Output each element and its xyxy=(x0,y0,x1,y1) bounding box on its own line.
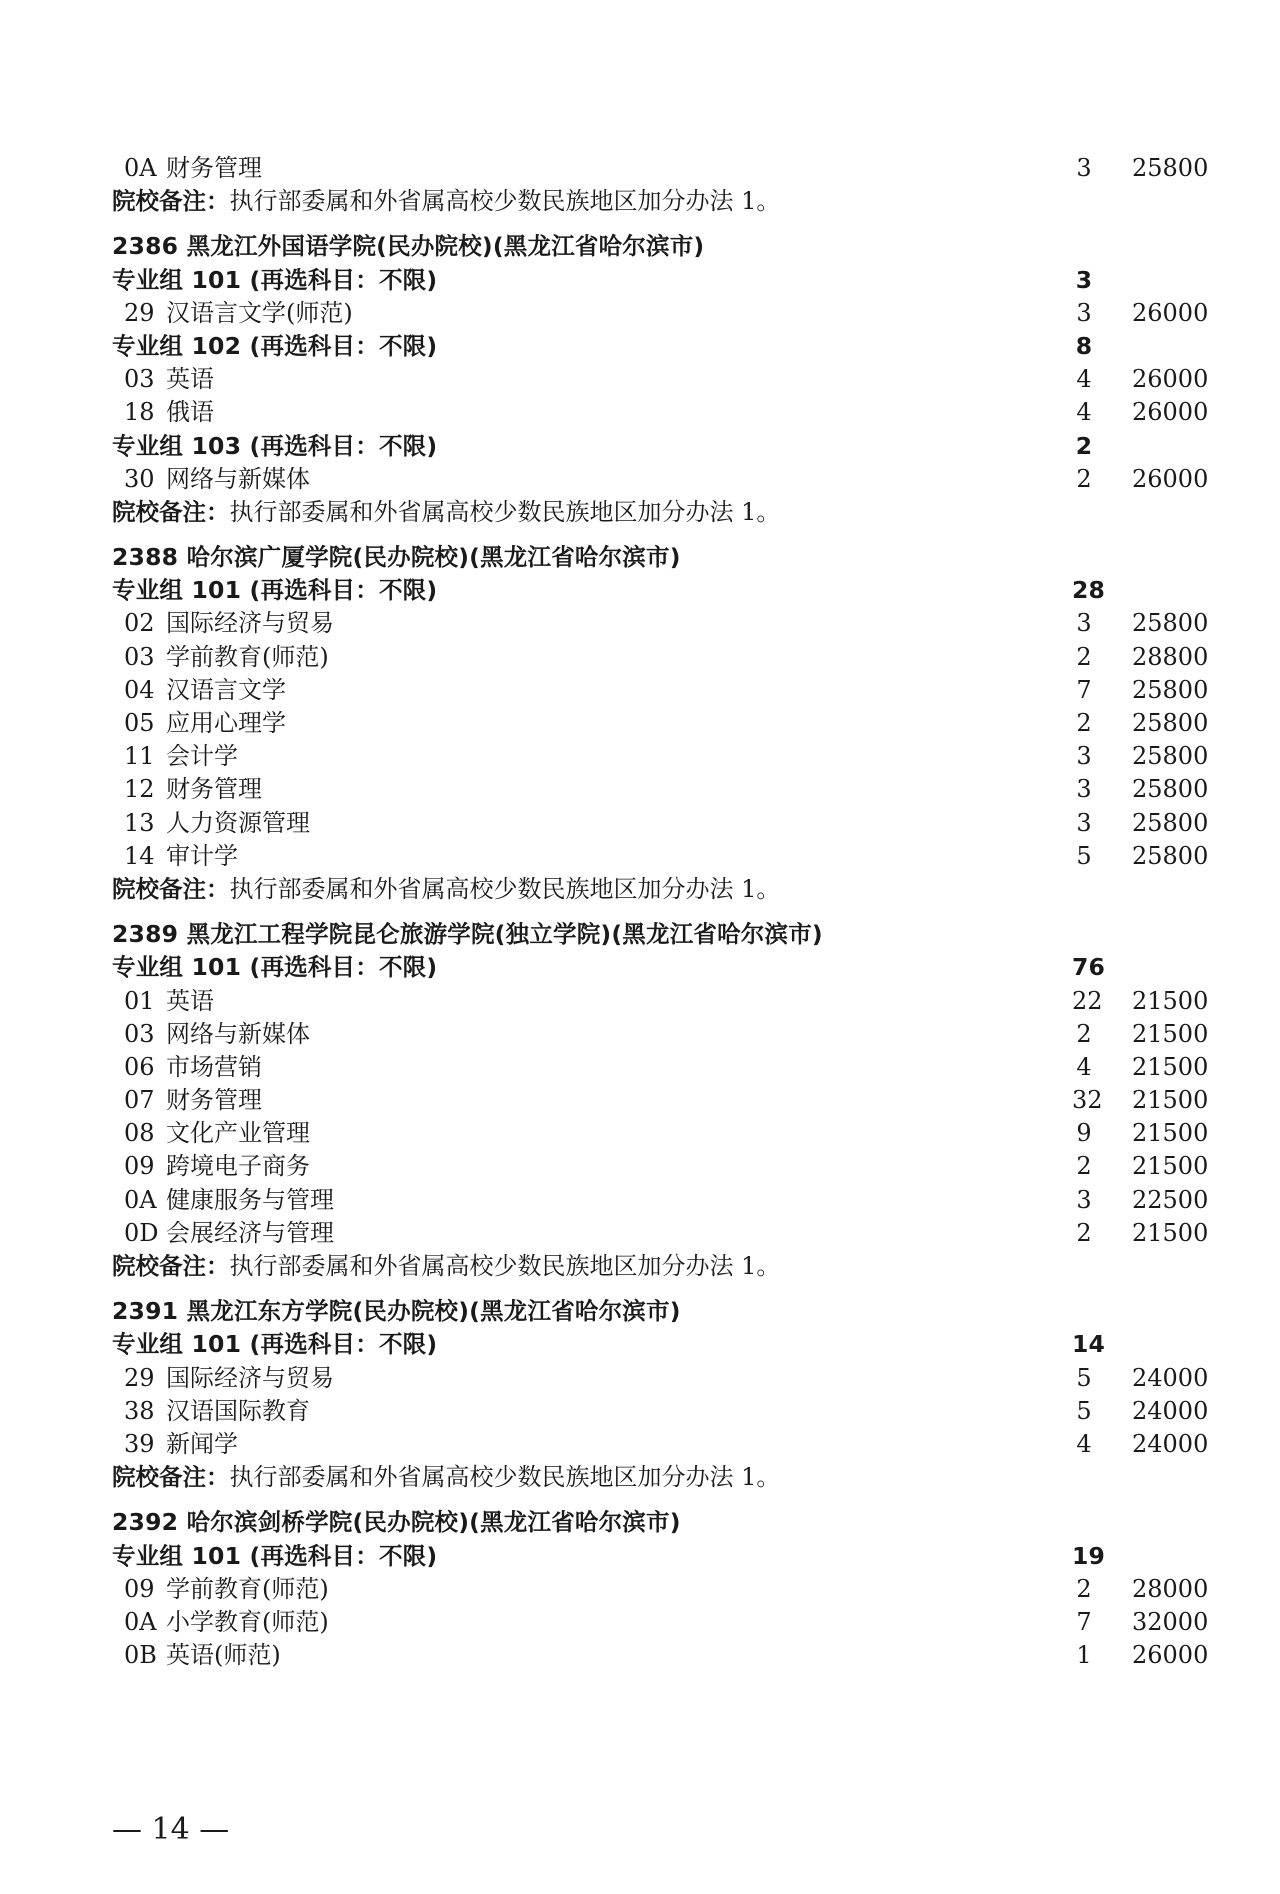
group-total: 3 xyxy=(1075,265,1093,294)
major-name: 小学教育(师范) xyxy=(166,1607,329,1636)
major-code: 0A xyxy=(124,1607,157,1636)
major-name: 审计学 xyxy=(166,841,238,870)
major-group-row xyxy=(112,574,1202,607)
major-fee: 28000 xyxy=(1132,1574,1209,1603)
major-code: 29 xyxy=(124,298,155,327)
major-group-row xyxy=(112,1328,1202,1361)
major-row xyxy=(112,463,1209,496)
major-count: 3 xyxy=(1076,808,1092,837)
major-count: 4 xyxy=(1076,365,1092,394)
major-name: 健康服务与管理 xyxy=(166,1185,334,1214)
major-name: 学前教育(师范) xyxy=(166,1574,329,1603)
major-fee: 25800 xyxy=(1132,609,1209,638)
major-code: 38 xyxy=(124,1396,155,1425)
major-code: 14 xyxy=(124,841,155,870)
major-count: 3 xyxy=(1076,298,1092,327)
major-fee: 26000 xyxy=(1132,298,1209,327)
group-label: 专业组 101 (再选科目：不限) xyxy=(112,1541,438,1570)
major-name: 跨境电子商务 xyxy=(166,1152,310,1181)
major-code: 05 xyxy=(124,709,155,737)
major-name: 国际经济与贸易 xyxy=(166,1363,334,1392)
major-row xyxy=(112,152,1209,185)
major-row xyxy=(112,1051,1209,1084)
major-row xyxy=(112,1184,1209,1217)
group-total: 28 xyxy=(1072,576,1106,605)
major-name: 财务管理 xyxy=(166,775,262,804)
group-label: 专业组 103 (再选科目：不限) xyxy=(112,431,438,460)
major-name: 市场营销 xyxy=(166,1052,262,1081)
major-count: 7 xyxy=(1076,1607,1092,1636)
group-total: 14 xyxy=(1072,1330,1106,1359)
major-count: 32 xyxy=(1072,1086,1103,1115)
group-total: 2 xyxy=(1075,431,1093,460)
major-code: 03 xyxy=(124,365,155,394)
major-code: 0A xyxy=(124,154,157,182)
school-title xyxy=(112,230,1202,263)
major-row xyxy=(112,773,1209,806)
major-fee: 26000 xyxy=(1132,398,1209,427)
major-fee: 26000 xyxy=(1132,1641,1209,1670)
major-count: 2 xyxy=(1076,642,1092,671)
group-total: 76 xyxy=(1072,953,1106,982)
group-total: 8 xyxy=(1075,331,1093,360)
major-fee: 24000 xyxy=(1132,1363,1209,1392)
school-note xyxy=(112,873,1202,906)
major-code: 09 xyxy=(124,1152,155,1181)
major-count: 5 xyxy=(1076,841,1092,870)
major-row xyxy=(112,1606,1209,1639)
major-code: 12 xyxy=(124,775,155,804)
major-code: 13 xyxy=(124,808,155,837)
major-count: 4 xyxy=(1076,1429,1092,1458)
major-fee: 21500 xyxy=(1132,1052,1209,1081)
major-fee: 25800 xyxy=(1132,808,1209,837)
major-row xyxy=(112,740,1209,773)
major-row xyxy=(112,641,1209,674)
group-label: 专业组 102 (再选科目：不限) xyxy=(112,331,438,360)
major-fee: 25800 xyxy=(1132,775,1209,804)
major-code: 09 xyxy=(124,1574,155,1603)
major-count: 3 xyxy=(1076,154,1092,182)
school-title xyxy=(112,918,1202,951)
major-fee: 25800 xyxy=(1132,742,1209,771)
note-text: 执行部委属和外省属高校少数民族地区加分办法 1。 xyxy=(229,874,781,903)
major-row xyxy=(112,297,1209,330)
major-fee: 22500 xyxy=(1132,1185,1209,1214)
major-fee: 25800 xyxy=(1132,154,1209,182)
major-fee: 21500 xyxy=(1132,1019,1209,1048)
major-code: 02 xyxy=(124,609,155,638)
school-name: 2391 黑龙江东方学院(民办院校)(黑龙江省哈尔滨市) xyxy=(112,1297,681,1326)
group-label: 专业组 101 (再选科目：不限) xyxy=(112,576,438,605)
note-text: 执行部委属和外省属高校少数民族地区加分办法 1。 xyxy=(229,187,781,216)
major-count: 2 xyxy=(1076,1019,1092,1048)
major-name: 应用心理学 xyxy=(166,709,286,737)
note-label: 院校备注： xyxy=(112,874,230,903)
major-group-row xyxy=(112,1540,1202,1573)
major-group-row xyxy=(112,951,1202,984)
major-name: 网络与新媒体 xyxy=(166,1019,310,1048)
school-title xyxy=(112,1295,1202,1328)
major-code: 30 xyxy=(124,464,155,493)
major-fee: 25800 xyxy=(1132,841,1209,870)
major-code: 0A xyxy=(124,1185,157,1214)
major-fee: 21500 xyxy=(1132,986,1209,1015)
major-group-row xyxy=(112,430,1202,463)
major-name: 网络与新媒体 xyxy=(166,464,310,493)
school-note xyxy=(112,185,1202,218)
major-row xyxy=(112,396,1209,429)
major-count: 2 xyxy=(1076,1574,1092,1603)
major-row xyxy=(112,1117,1209,1150)
major-fee: 21500 xyxy=(1132,1152,1209,1181)
school-name: 2389 黑龙江工程学院昆仑旅游学院(独立学院)(黑龙江省哈尔滨市) xyxy=(112,920,823,949)
major-code: 0B xyxy=(124,1641,157,1670)
major-row xyxy=(112,1084,1209,1117)
major-name: 财务管理 xyxy=(166,154,262,182)
major-count: 7 xyxy=(1076,675,1092,704)
major-fee: 32000 xyxy=(1132,1607,1209,1636)
school-title xyxy=(112,1506,1202,1539)
note-label: 院校备注： xyxy=(112,187,230,216)
major-row xyxy=(112,607,1209,640)
group-label: 专业组 101 (再选科目：不限) xyxy=(112,1330,438,1359)
note-label: 院校备注： xyxy=(112,1463,230,1492)
major-count: 4 xyxy=(1076,1052,1092,1081)
page-number: — 14 — xyxy=(112,1812,230,1847)
note-text: 执行部委属和外省属高校少数民族地区加分办法 1。 xyxy=(229,1252,781,1280)
major-code: 01 xyxy=(124,986,155,1015)
major-name: 汉语国际教育 xyxy=(166,1396,310,1425)
major-group-row xyxy=(112,330,1202,363)
major-row xyxy=(112,1395,1209,1428)
major-fee: 25800 xyxy=(1132,709,1209,737)
major-row xyxy=(112,840,1209,873)
major-name: 英语 xyxy=(166,986,214,1015)
note-label: 院校备注： xyxy=(112,1252,230,1280)
school-name: 2388 哈尔滨广厦学院(民办院校)(黑龙江省哈尔滨市) xyxy=(112,543,681,572)
major-row xyxy=(112,807,1209,840)
major-fee: 24000 xyxy=(1132,1396,1209,1425)
major-name: 国际经济与贸易 xyxy=(166,609,334,638)
major-fee: 26000 xyxy=(1132,365,1209,394)
major-group-row xyxy=(112,264,1202,297)
major-name: 新闻学 xyxy=(166,1429,238,1458)
major-row xyxy=(112,1639,1209,1672)
major-code: 18 xyxy=(124,398,155,427)
major-name: 学前教育(师范) xyxy=(166,642,329,671)
admissions-document xyxy=(112,152,1209,1672)
major-fee: 24000 xyxy=(1132,1429,1209,1458)
major-code: 07 xyxy=(124,1086,155,1115)
major-row xyxy=(112,1428,1209,1461)
major-name: 人力资源管理 xyxy=(166,808,310,837)
major-row xyxy=(112,1217,1209,1250)
major-name: 财务管理 xyxy=(166,1086,262,1115)
major-code: 06 xyxy=(124,1052,155,1081)
major-fee: 26000 xyxy=(1132,464,1209,493)
major-count: 5 xyxy=(1076,1396,1092,1425)
major-name: 会计学 xyxy=(166,742,238,771)
school-name: 2392 哈尔滨剑桥学院(民办院校)(黑龙江省哈尔滨市) xyxy=(112,1508,681,1537)
major-fee: 28800 xyxy=(1132,642,1209,671)
major-row xyxy=(112,985,1209,1018)
major-fee: 21500 xyxy=(1132,1086,1209,1115)
major-count: 3 xyxy=(1076,742,1092,771)
major-row xyxy=(112,1573,1209,1606)
major-count: 3 xyxy=(1076,1185,1092,1214)
school-note xyxy=(112,496,1202,529)
school-title xyxy=(112,541,1202,574)
note-text: 执行部委属和外省属高校少数民族地区加分办法 1。 xyxy=(229,497,781,526)
major-code: 03 xyxy=(124,1019,155,1048)
major-count: 2 xyxy=(1076,709,1092,737)
major-count: 3 xyxy=(1076,609,1092,638)
major-row xyxy=(112,1362,1209,1395)
major-code: 0D xyxy=(124,1218,159,1247)
major-code: 08 xyxy=(124,1119,155,1148)
major-name: 文化产业管理 xyxy=(166,1119,310,1148)
major-count: 2 xyxy=(1076,1152,1092,1181)
major-count: 9 xyxy=(1076,1119,1092,1148)
group-total: 19 xyxy=(1072,1541,1106,1570)
major-name: 汉语言文学 xyxy=(166,675,286,704)
major-row xyxy=(112,363,1209,396)
major-row xyxy=(112,674,1209,707)
major-code: 39 xyxy=(124,1429,155,1458)
major-fee: 21500 xyxy=(1132,1218,1209,1247)
major-row xyxy=(112,707,1209,740)
major-fee: 21500 xyxy=(1132,1119,1209,1148)
note-text: 执行部委属和外省属高校少数民族地区加分办法 1。 xyxy=(229,1463,781,1492)
major-name: 会展经济与管理 xyxy=(166,1218,334,1247)
major-code: 11 xyxy=(124,742,155,771)
school-name: 2386 黑龙江外国语学院(民办院校)(黑龙江省哈尔滨市) xyxy=(112,232,705,261)
group-label: 专业组 101 (再选科目：不限) xyxy=(112,953,438,982)
major-count: 22 xyxy=(1072,986,1103,1015)
group-label: 专业组 101 (再选科目：不限) xyxy=(112,265,438,294)
major-fee: 25800 xyxy=(1132,675,1209,704)
major-count: 2 xyxy=(1076,1218,1092,1247)
major-count: 5 xyxy=(1076,1363,1092,1392)
major-code: 03 xyxy=(124,642,155,671)
major-count: 2 xyxy=(1076,464,1092,493)
major-code: 29 xyxy=(124,1363,155,1392)
school-note xyxy=(112,1461,1202,1494)
major-code: 04 xyxy=(124,675,155,704)
major-name: 英语 xyxy=(166,365,214,394)
major-name: 汉语言文学(师范) xyxy=(166,298,353,327)
major-row xyxy=(112,1018,1209,1051)
major-row xyxy=(112,1150,1209,1183)
major-name: 英语(师范) xyxy=(166,1641,281,1670)
major-count: 4 xyxy=(1076,398,1092,427)
major-count: 3 xyxy=(1076,775,1092,804)
school-note xyxy=(112,1250,1202,1283)
major-count: 1 xyxy=(1076,1641,1092,1670)
note-label: 院校备注： xyxy=(112,497,230,526)
major-name: 俄语 xyxy=(166,398,214,427)
